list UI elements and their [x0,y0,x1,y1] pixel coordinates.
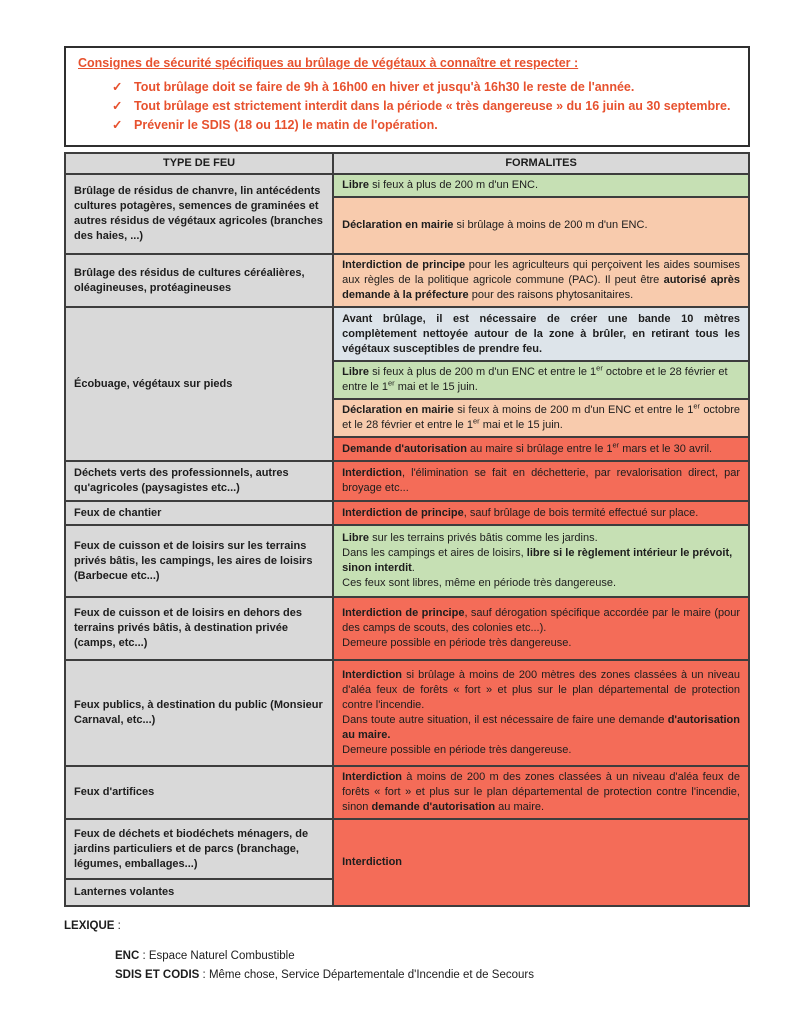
checkmark-icon: ✓ [112,80,123,94]
formalites-cell: Déclaration en mairie si brûlage à moins de 200 m d'un ENC. [333,197,749,254]
table-row [65,501,749,525]
consignes-bullet [112,78,738,97]
table-row [65,254,749,307]
consignes-bullet-text: Tout brûlage doit se faire de 9h à 16h00 en hiver et jusqu'à 16h30 le reste de l'année. [134,80,635,94]
lexique-entry-enc: ENC : Espace Naturel Combustible [115,950,295,962]
table-row [65,174,749,197]
formalites-cell: Déclaration en mairie si feux à moins de 200 m d'un ENC et entre le 1er octobre et le 28 février et entre le 1er mai et le 15 juin. [333,399,749,437]
type-cell-cereales: Brûlage des résidus de cultures céréalières, oléagineuses, protéagineuses [65,254,333,307]
checkmark-icon: ✓ [112,118,123,132]
table-row [65,461,749,501]
col-header-type-de-feu: TYPE DE FEU [65,153,333,174]
consignes-bullet [112,116,738,135]
table-row [65,819,749,879]
table-row [65,766,749,819]
type-cell-cuisson-prives: Feux de cuisson et de loisirs sur les terrains privés bâtis, les campings, les aires de loisirs (Barbecue etc...) [65,525,333,597]
consignes-bullet-text: Prévenir le SDIS (18 ou 112) le matin de l'opération. [134,118,438,132]
formalites-cell: Interdiction, l'élimination se fait en déchetterie, par revalorisation direct, par broyage etc... [333,461,749,501]
consignes-bullet [112,97,738,116]
formalites-cell: Libre si feux à plus de 200 m d'un ENC. [333,174,749,197]
formalites-cell: Libre sur les terrains privés bâtis comme les jardins. Dans les campings et aires de loisirs, libre si le règlement intérieur le prévoit, sinon interdit. Ces feux sont libres, même en période très dangereuse. [333,525,749,597]
table-row [65,597,749,660]
type-cell-chantier: Feux de chantier [65,501,333,525]
formalites-cell: Interdiction de principe pour les agriculteurs qui perçoivent les aides soumises aux règles de la politique agricole commune (PAC). Il peut être autorisé après demande à la préfecture pour des raisons phytosanitaires. [333,254,749,307]
formalites-cell: Interdiction de principe, sauf brûlage de bois termité effectué sur place. [333,501,749,525]
type-cell-chanvre: Brûlage de résidus de chanvre, lin antécédents cultures potagères, semences de graminées et autres résidus de végétaux agricoles (branches des haies, ...) [65,174,333,254]
formalites-cell: Demande d'autorisation au maire si brûlage entre le 1er mars et le 30 avril. [333,437,749,461]
col-header-formalites: FORMALITES [333,153,749,174]
lexique-section [64,920,750,985]
formalites-cell: Interdiction [333,819,749,906]
formalites-cell: Interdiction de principe, sauf dérogation spécifique accordée par le maire (pour des camps de scouts, des colonies etc...). Demeure possible en période très dangereuse. [333,597,749,660]
formalites-cell: Interdiction à moins de 200 m des zones classées à un niveau d'aléa feux de forêts « fort » et plus sur le plan départemental de protection contre l'incendie, sinon demande d'autorisation au maire. [333,766,749,819]
type-cell-ecobuage: Écobuage, végétaux sur pieds [65,307,333,461]
lexique-entries [115,947,750,985]
table-row [65,525,749,597]
lexique-entry-sdis: SDIS ET CODIS : Même chose, Service Départementale d'Incendie et de Secours [115,969,534,981]
type-cell-lanternes: Lanternes volantes [65,879,333,906]
formalites-cell: Libre si feux à plus de 200 m d'un ENC et entre le 1er octobre et le 28 février et entre le 1er mai et le 15 juin. [333,361,749,399]
consignes-bullet-text: Tout brûlage est strictement interdit dans la période « très dangereuse » du 16 juin au 30 septembre. [134,99,731,113]
checkmark-icon: ✓ [112,99,123,113]
type-cell-dechets-verts: Déchets verts des professionnels, autres qu'agricoles (paysagistes etc...) [65,461,333,501]
table-row [65,307,749,361]
table-row [65,660,749,766]
formalites-cell: Avant brûlage, il est nécessaire de créer une bande 10 mètres complètement nettoyée autour de la zone à brûler, en retirant tous les végétaux susceptibles de prendre feu. [333,307,749,361]
type-cell-dechets-menagers: Feux de déchets et biodéchets ménagers, de jardins particuliers et de parcs (branchage, légumes, emballages...) [65,819,333,879]
consignes-list [76,78,738,135]
lexique-title: LEXIQUE : [64,920,121,932]
type-cell-artifices: Feux d'artifices [65,766,333,819]
consignes-title: Consignes de sécurité spécifiques au brûlage de végétaux à connaître et respecter : [78,56,579,70]
consignes-box [64,46,750,147]
fire-types-table [64,152,750,907]
formalites-cell: Interdiction si brûlage à moins de 200 mètres des zones classées à un niveau d'aléa feux de forêts « fort » et plus sur le plan départemental de protection contre l'incendie. Dans toute autre situation, il est nécessaire de faire une demande d'autorisation au maire. Demeure possible en période très dangereuse. [333,660,749,766]
type-cell-feux-publics: Feux publics, à destination du public (Monsieur Carnaval, etc...) [65,660,333,766]
type-cell-cuisson-dehors: Feux de cuisson et de loisirs en dehors des terrains privés bâtis, à destination privée (camps, etc...) [65,597,333,660]
table-header-row [65,153,749,174]
